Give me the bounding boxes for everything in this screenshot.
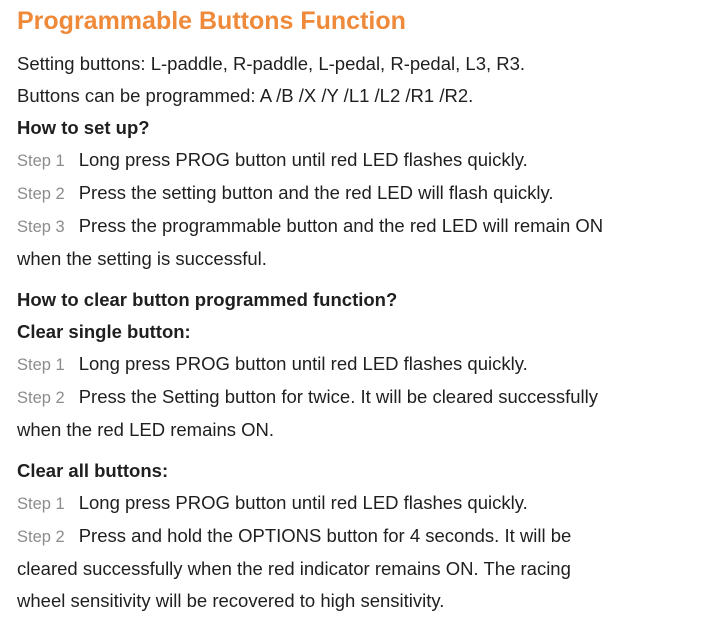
- setup-step-1: [17, 144, 707, 177]
- clear-heading: How to clear button programmed function?: [17, 289, 398, 310]
- manual-section: [17, 0, 707, 617]
- step-text: Press the programmable button and the red LED will remain ON: [78, 215, 604, 236]
- step-label: Step 1: [17, 495, 65, 513]
- clear-all-step-2-continuation-2: wheel sensitivity will be recovered to high sensitivity.: [17, 590, 445, 611]
- clear-single-step-2: [17, 381, 707, 414]
- step-text: Press the Setting button for twice. It will be cleared successfully: [78, 386, 598, 407]
- setup-step-3: [17, 210, 707, 243]
- step-label: Step 3: [17, 218, 65, 236]
- step-label: Step 2: [17, 185, 65, 203]
- setting-buttons-text: Setting buttons: L-paddle, R-paddle, L-pedal, R-pedal, L3, R3.: [17, 53, 526, 74]
- clear-single-step-2-continuation: when the red LED remains ON.: [17, 419, 275, 440]
- clear-all-step-1: [17, 487, 707, 520]
- step-label: Step 2: [17, 528, 65, 546]
- clear-all-step-2-continuation: cleared successfully when the red indicator remains ON. The racing: [17, 558, 571, 579]
- clear-single-step-1: [17, 348, 707, 381]
- step-label: Step 1: [17, 356, 65, 374]
- setup-step-3-continuation: when the setting is successful.: [17, 248, 267, 269]
- clear-all-heading: Clear all buttons:: [17, 460, 169, 481]
- step-text: Long press PROG button until red LED flashes quickly.: [78, 149, 528, 170]
- programmable-buttons-text: Buttons can be programmed: A /B /X /Y /L1 /L2 /R1 /R2.: [17, 85, 474, 106]
- setup-heading: How to set up?: [17, 117, 150, 138]
- step-text: Press the setting button and the red LED will flash quickly.: [78, 182, 554, 203]
- step-text: Long press PROG button until red LED flashes quickly.: [78, 492, 528, 513]
- step-text: Press and hold the OPTIONS button for 4 seconds. It will be: [78, 525, 572, 546]
- page-title: Programmable Buttons Function: [17, 7, 406, 35]
- clear-all-step-2: [17, 520, 707, 553]
- step-text: Long press PROG button until red LED flashes quickly.: [78, 353, 528, 374]
- step-label: Step 2: [17, 389, 65, 407]
- clear-single-heading: Clear single button:: [17, 321, 191, 342]
- step-label: Step 1: [17, 152, 65, 170]
- setup-step-2: [17, 177, 707, 210]
